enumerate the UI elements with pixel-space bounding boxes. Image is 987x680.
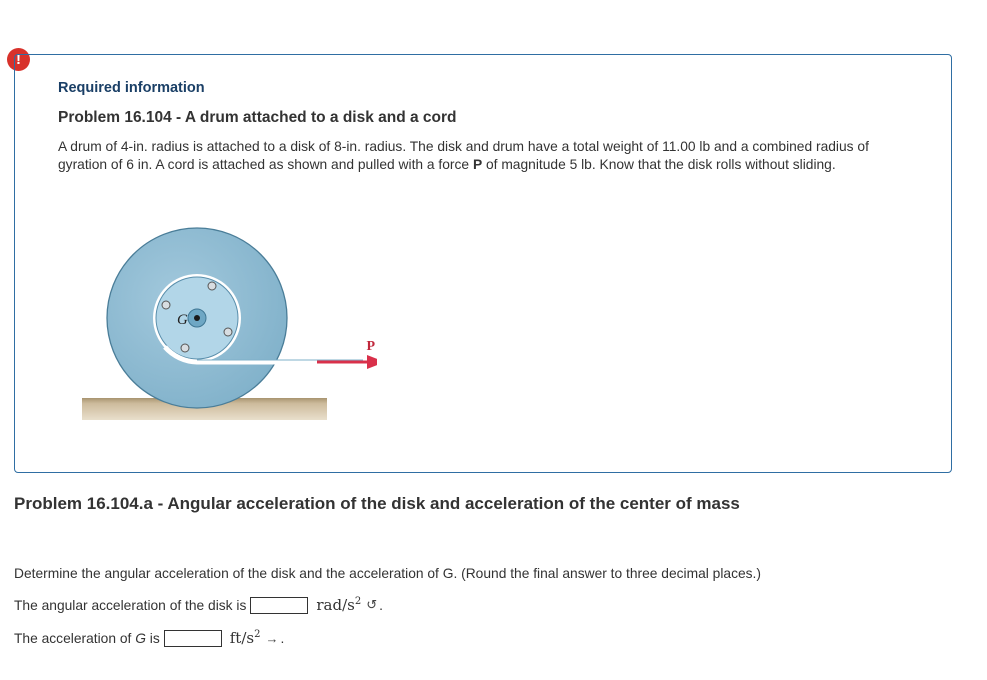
acceleration-label (14, 631, 160, 646)
problem-text-part1: A drum of 4-in. radius is attached to a disk of 8-in. radius. The disk and drum have a total weight of 11.00 lb and a combined radius of gyration of 6 in. A cord is attached as shown and pulled with a force (58, 139, 869, 172)
angular-unit-exp: 2 (354, 596, 362, 607)
right-arrow-icon[interactable]: → (265, 630, 279, 646)
required-information-label: Required information (58, 80, 205, 96)
acceleration-label-pre: The acceleration of (14, 630, 136, 646)
alert-icon: ! (7, 48, 30, 71)
acceleration-label-post: is (145, 630, 160, 646)
acceleration-input[interactable] (164, 630, 222, 647)
center-of-mass-label: G (177, 312, 188, 328)
question-text: Determine the angular acceleration of the disk and the acceleration of G. (Round the final answer to three decimal places.) (14, 566, 761, 581)
problem-text-part2: of magnitude 5 lb. Know that the disk rolls without sliding. (482, 157, 836, 172)
section-title: Problem 16.104.a - Angular acceleration of the disk and acceleration of the center of mass (14, 494, 740, 513)
angular-acceleration-row (14, 596, 383, 614)
angular-acceleration-label: The angular acceleration of the disk is (14, 597, 247, 613)
accel-unit-exp: 2 (254, 629, 261, 640)
disk-drum-figure (67, 215, 377, 430)
period: . (280, 630, 285, 646)
angular-acceleration-input[interactable] (250, 597, 308, 614)
angular-unit-base: rad/s (316, 596, 355, 614)
required-information-panel (14, 54, 952, 473)
problem-statement (58, 138, 898, 174)
counterclockwise-icon[interactable]: ↺ (366, 597, 378, 612)
angular-acceleration-unit (316, 596, 361, 614)
acceleration-unit (230, 629, 261, 647)
problem-title: Problem 16.104 - A drum attached to a disk and a cord (58, 109, 457, 126)
acceleration-row (14, 629, 284, 647)
accel-unit-base: ft/s (229, 629, 255, 647)
period: . (379, 597, 383, 613)
force-label: P (366, 339, 375, 354)
force-symbol: P (472, 157, 483, 172)
acceleration-label-var: G (135, 630, 146, 646)
